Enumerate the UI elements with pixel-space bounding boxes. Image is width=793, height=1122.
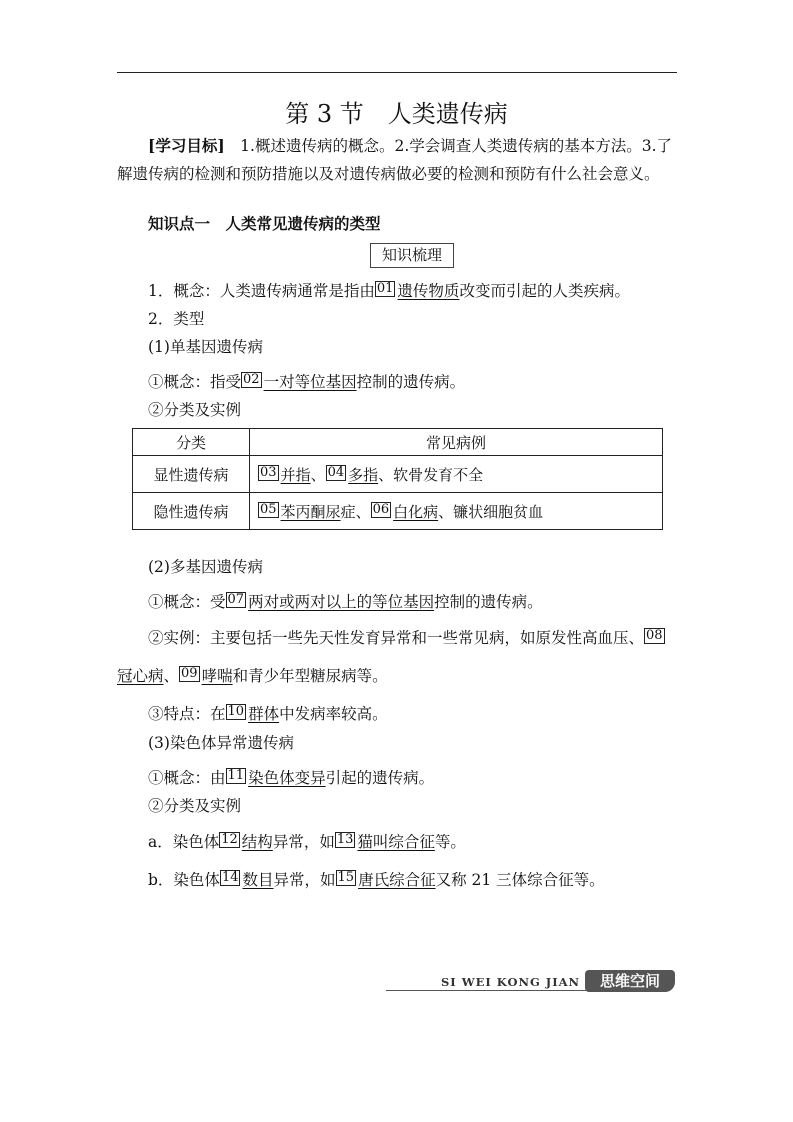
blank-number: 07 [227, 592, 245, 607]
answer-text: 一对等位基因 [263, 373, 357, 391]
blank-number: 01 [376, 281, 394, 296]
multi-gene-heading: (2)多基因遗传病 [148, 558, 263, 576]
blank-number: 12 [221, 832, 238, 847]
table-header-row [133, 429, 663, 456]
answer-text: 两对或两对以上的等位基因 [248, 593, 435, 611]
multi-gene-example-line-2: 冠心病、 09 哮喘和青少年型糖尿病等。 [117, 666, 388, 685]
chromosome-number-line: b．染色体 14 数目异常，如 15 唐氏综合征又称 21 三体综合征等。 [148, 870, 605, 889]
blank-number: 13 [336, 832, 354, 847]
footer-rule [386, 990, 592, 991]
blank-number: 10 [227, 704, 245, 719]
blank-number: 09 [181, 666, 198, 681]
blank-number: 11 [227, 768, 245, 783]
table-row [133, 493, 663, 530]
chromosome-classify: ②分类及实例 [148, 797, 242, 815]
page-title: 第 3 节 人类遗传病 [285, 100, 508, 128]
chromosome-heading: (3)染色体异常遗传病 [148, 734, 294, 752]
top-rule [117, 72, 677, 73]
answer-text: 冠心病 [117, 667, 164, 685]
answer-text: 猫叫综合征 [357, 833, 435, 851]
footer-badge: 思维空间 [585, 970, 675, 992]
blank-number: 05 [260, 501, 277, 517]
single-gene-concept: ①概念：指受 02 一对等位基因控制的遗传病。 [148, 372, 466, 391]
table-header-cell: 常见病例 [250, 429, 663, 456]
answer-text: 数目 [242, 871, 274, 889]
multi-gene-concept: ①概念：受 07 两对或两对以上的等位基因控制的遗传病。 [148, 592, 543, 611]
blank-number: 06 [372, 501, 390, 517]
single-gene-classify: ②分类及实例 [148, 401, 242, 419]
chromosome-concept: ①概念：由 11 染色体变异引起的遗传病。 [148, 768, 435, 787]
answer-text: 并指 [280, 465, 311, 484]
table-cell-examples: 03 并指、 04 多指、软骨发育不全 [250, 456, 663, 493]
table-row [133, 456, 663, 493]
blank-number: 02 [243, 372, 260, 387]
blank-number: 03 [260, 464, 277, 480]
answer-text: 染色体变异 [248, 769, 326, 787]
section-heading: 知识点一 人类常见遗传病的类型 [148, 214, 381, 233]
answer-text: 结构 [241, 833, 273, 851]
table-cell-examples: 05 苯丙酮尿症、 06 白化病、镰状细胞贫血 [250, 493, 663, 530]
concept-paragraph: 1．概念：人类遗传病通常是指由 01 遗传物质改变而引起的人类疾病。 [148, 281, 630, 300]
answer-text: 遗传物质 [397, 282, 460, 300]
section-box-label: 知识梳理 [370, 243, 454, 268]
table-cell-type: 隐性遗传病 [133, 493, 250, 530]
multi-gene-feature: ③特点：在 10 群体中发病率较高。 [148, 704, 388, 723]
objectives-line-1: [学习目标] 1.概述遗传病的概念。2.学会调查人类遗传病的基本方法。3.了 [148, 136, 673, 155]
chromosome-structure-line: a．染色体 12 结构异常，如 13 猫叫综合征等。 [148, 832, 466, 851]
blank-number: 04 [327, 464, 345, 480]
objectives-tag: [学习目标] [148, 136, 225, 155]
single-gene-heading: (1)单基因遗传病 [148, 338, 263, 356]
answer-text: 哮喘 [201, 667, 233, 685]
answer-text: 唐氏综合征 [358, 871, 436, 889]
objectives-line-2: 解遗传病的检测和预防措施以及对遗传病做必要的检测和预防有什么社会意义。 [117, 165, 660, 183]
answer-text: 苯丙酮尿 [280, 502, 341, 521]
table-cell-type: 显性遗传病 [133, 456, 250, 493]
answer-text: 多指 [348, 465, 379, 484]
blank-number: 14 [221, 870, 239, 885]
single-gene-table [132, 428, 663, 530]
footer-english: SI WEI KONG JIAN [441, 975, 581, 989]
answer-text: 群体 [248, 705, 280, 723]
blank-number: 08 [646, 628, 663, 643]
blank-number: 15 [337, 870, 355, 885]
table-header-cell: 分类 [133, 429, 250, 456]
multi-gene-example-line-1: ②实例：主要包括一些先天性发育异常和一些常见病，如原发性高血压、 08 [148, 628, 663, 647]
answer-text: 白化病 [393, 502, 439, 521]
types-heading: 2．类型 [148, 310, 205, 328]
